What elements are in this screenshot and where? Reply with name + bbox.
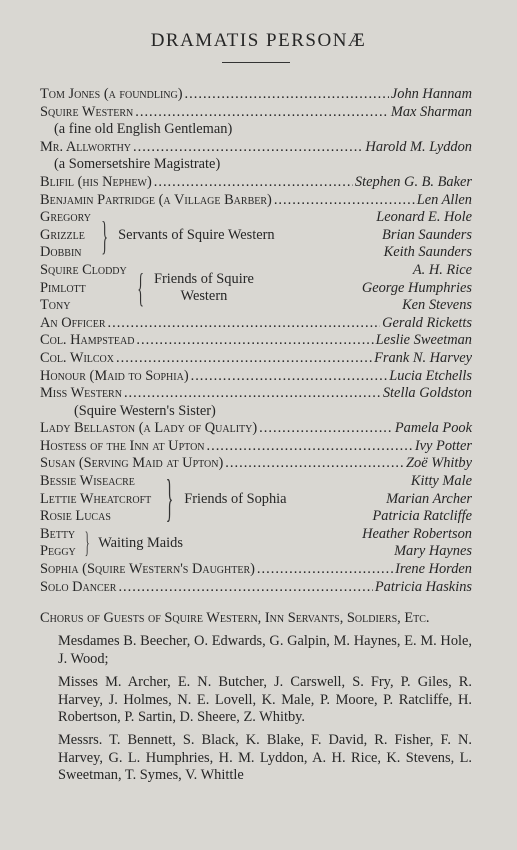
role-name: Honour (Maid to Sophia)	[40, 367, 189, 384]
cast-row	[40, 174, 472, 192]
leader-dots	[274, 192, 415, 210]
leader-dots	[136, 332, 373, 350]
actor-name: Ivy Potter	[414, 437, 472, 454]
group-description: Waiting Maids	[98, 534, 183, 551]
cast-row	[40, 455, 472, 473]
cast-row	[40, 192, 472, 210]
actor-name: Keith Saunders	[383, 244, 472, 261]
group-roles	[40, 209, 91, 262]
group-description: Friends of Sophia	[184, 490, 287, 507]
group-actors	[376, 209, 472, 262]
role-name: Bessie Wiseacre	[40, 473, 135, 490]
actor-name: Len Allen	[416, 191, 472, 208]
group-description-line: Western	[180, 288, 228, 305]
role-name: Benjamin Partridge (a Village Barber)	[40, 191, 272, 208]
actor-name: Stephen G. B. Baker	[354, 173, 472, 190]
role-name: An Officer	[40, 314, 106, 331]
leader-dots	[207, 438, 413, 456]
brace-icon: }	[84, 526, 90, 560]
brace-icon: {	[136, 265, 144, 311]
cast-row	[40, 104, 472, 122]
role-name: Betty	[40, 525, 76, 542]
group-actors	[362, 526, 472, 561]
actor-name: John Hannam	[390, 86, 472, 102]
role-name: Lettie Wheatcroft	[40, 490, 152, 507]
waiting-maids-group	[40, 526, 472, 561]
group-roles	[40, 262, 127, 315]
cast-row	[40, 86, 472, 104]
actor-name: Leonard E. Hole	[376, 209, 472, 226]
leader-dots	[108, 315, 381, 333]
cast-row	[40, 350, 472, 368]
role-note: (a Somersetshire Magistrate)	[54, 156, 221, 173]
cast-row	[40, 368, 472, 386]
cast-list	[40, 86, 472, 596]
role-name: Squire Western	[40, 103, 134, 120]
leader-dots	[133, 139, 363, 157]
group-actors	[362, 262, 472, 315]
actor-name: Marian Archer	[386, 490, 472, 507]
chorus-messrs: Messrs. T. Bennett, S. Black, K. Blake, F. David, R. Fisher, F. N. Harvey, G. L. Humphries, H. M. Lyddon, A. H. Rice, K. Stevens, L. Sweetman, T. Symes, V. Whittle	[58, 732, 472, 784]
leader-dots	[118, 579, 372, 597]
role-name: Col. Wilcox	[40, 349, 114, 366]
leader-dots	[191, 368, 388, 386]
role-name: Miss Western	[40, 385, 122, 402]
role-name: Susan (Serving Maid at Upton)	[40, 455, 224, 472]
leader-dots	[116, 350, 372, 368]
leader-dots	[259, 420, 393, 438]
actor-name: Heather Robertson	[362, 525, 472, 542]
actor-name: A. H. Rice	[412, 261, 472, 278]
actor-name: Zoë Whitby	[406, 455, 472, 472]
cast-row	[40, 420, 472, 438]
actor-name: Frank N. Harvey	[374, 349, 472, 366]
role-name: Squire Cloddy	[40, 261, 127, 278]
role-note: (Squire Western's Sister)	[74, 402, 216, 419]
actor-name: Kitty Male	[410, 473, 472, 490]
role-name: Gregory	[40, 209, 91, 226]
actor-name: Ken Stevens	[402, 297, 472, 314]
role-name: Grizzle	[40, 226, 85, 243]
role-name: Sophia (Squire Western's Daughter)	[40, 561, 255, 578]
role-name: Blifil (his Nephew)	[40, 173, 152, 190]
actor-name: George Humphries	[361, 279, 472, 296]
role-name: Solo Dancer	[40, 578, 117, 595]
cast-row	[40, 315, 472, 333]
role-name: Col. Hampstead	[40, 332, 135, 349]
group-description-line: Friends of Squire	[153, 270, 254, 287]
chorus-section	[40, 610, 472, 785]
actor-name: Irene Horden	[395, 561, 472, 578]
cast-row	[40, 579, 472, 597]
actor-name: Mary Haynes	[394, 543, 472, 560]
actor-name: Patricia Ratcliffe	[372, 508, 472, 525]
actor-name: Max Sharman	[390, 103, 472, 120]
leader-dots	[185, 86, 389, 104]
role-name: Pimlott	[40, 279, 86, 296]
chorus-title: Chorus of Guests of Squire Western, Inn Servants, Soldiers, Etc.	[40, 610, 430, 626]
role-name: Dobbin	[40, 244, 82, 261]
cast-row	[40, 332, 472, 350]
actor-name: Gerald Ricketts	[382, 314, 472, 331]
actor-name: Pamela Pook	[394, 420, 472, 437]
role-name: Tom Jones (a foundling)	[40, 86, 183, 102]
leader-dots	[135, 104, 389, 122]
chorus-misses: Misses M. Archer, E. N. Butcher, J. Carswell, S. Fry, P. Giles, R. Harvey, J. Holmes, N. E. Lovell, K. Male, P. Moore, P. Ratcliffe, H. Robertson, P. Sartin, D. Sheere, Z. Whitby.	[58, 674, 472, 726]
role-name: Peggy	[40, 543, 76, 560]
actor-name: Stella Goldston	[382, 385, 472, 402]
group-description	[154, 271, 254, 306]
actor-name: Patricia Haskins	[374, 578, 472, 595]
cast-row	[40, 385, 472, 403]
actor-name: Brian Saunders	[382, 226, 472, 243]
role-note: (a fine old English Gentleman)	[54, 121, 233, 138]
cast-row	[40, 139, 472, 157]
group-description: Servants of Squire Western	[118, 226, 275, 243]
chorus-mesdames: Mesdames B. Beecher, O. Edwards, G. Galpin, M. Haynes, E. M. Hole, J. Wood;	[58, 633, 472, 667]
brace-icon: }	[166, 470, 174, 528]
role-name: Lady Bellaston (a Lady of Quality)	[40, 420, 258, 437]
leader-dots	[124, 385, 381, 403]
role-name: Mr. Allworthy	[40, 138, 132, 155]
group-actors	[372, 473, 472, 526]
role-name: Rosie Lucas	[40, 508, 111, 525]
role-name: Hostess of the Inn at Upton	[40, 437, 205, 454]
group-roles	[40, 526, 76, 561]
friends-of-squire-group	[40, 262, 472, 315]
brace-icon: }	[101, 212, 108, 258]
actor-name: Leslie Sweetman	[375, 332, 472, 349]
cast-row	[40, 438, 472, 456]
cast-row	[40, 561, 472, 579]
actor-name: Harold M. Lyddon	[365, 138, 472, 155]
group-roles	[40, 473, 151, 526]
actor-name: Lucia Etchells	[389, 367, 472, 384]
role-name: Tony	[40, 297, 71, 314]
leader-dots	[154, 174, 353, 192]
servants-group	[40, 209, 472, 262]
title-rule	[222, 62, 290, 63]
leader-dots	[257, 561, 393, 579]
friends-of-sophia-group	[40, 470, 472, 528]
page-title: DRAMATIS PERSONÆ	[150, 30, 367, 51]
leader-dots	[225, 455, 404, 473]
